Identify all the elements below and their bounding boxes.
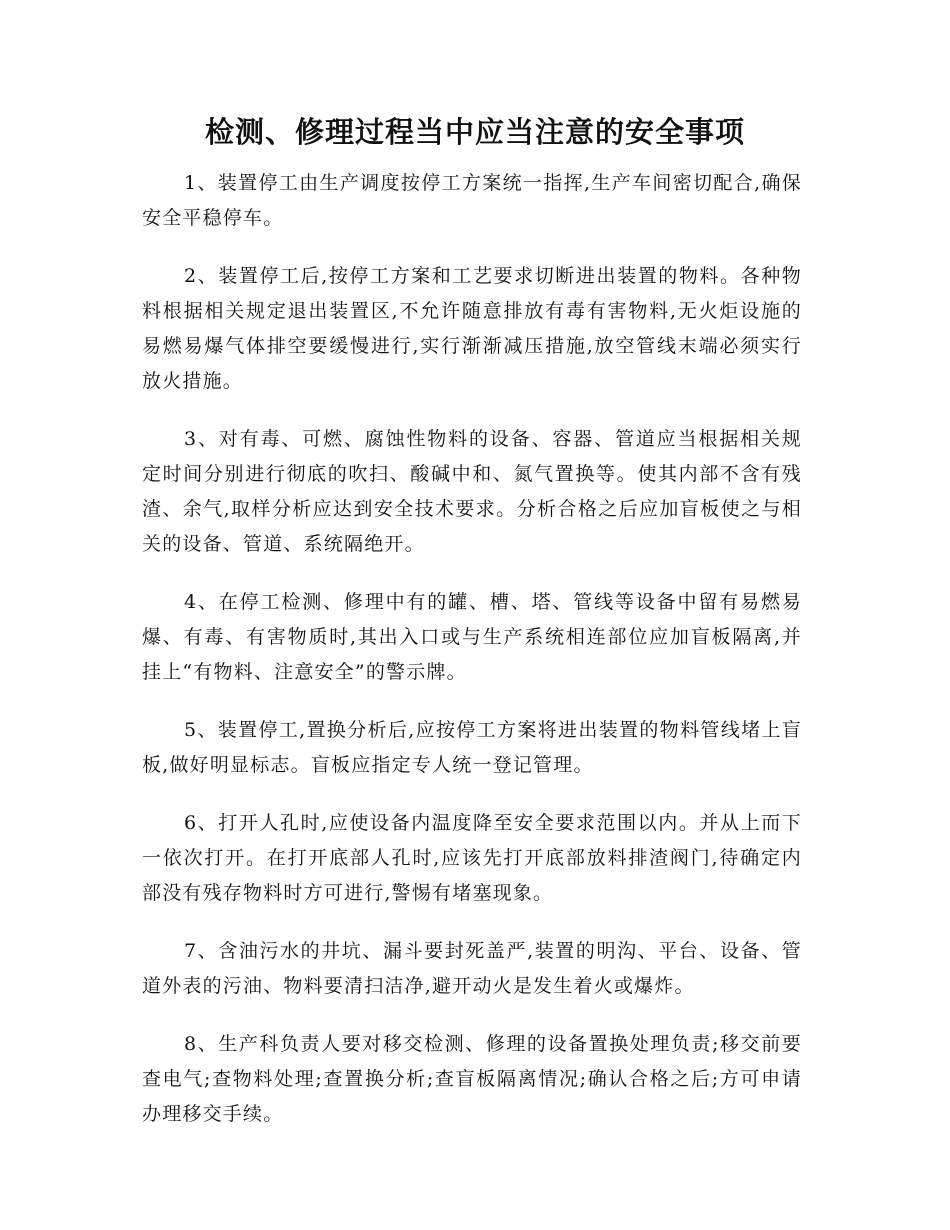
paragraph-3: 3、对有毒、可燃、腐蚀性物料的设备、容器、管道应当根据相关规定时间分别进行彻底的吹扫、酸碱中和、氮气置换等。使其内部不含有残渣、余气,取样分析应达到安全技术要求。分析合格之后应加盲板使之与相关的设备、管道、系统隔绝开。 (142, 428, 802, 555)
paragraph-5: 5、装置停工,置换分析后,应按停工方案将进出装置的物料管线堵上盲板,做好明显标志。盲板应指定专人统一登记管理。 (142, 719, 802, 776)
paragraph-7: 7、含油污水的井坑、漏斗要封死盖严,装置的明沟、平台、设备、管道外表的污油、物料要清扫洁净,避开动火是发生着火或爆炸。 (142, 940, 802, 997)
paragraph-6: 6、打开人孔时,应使设备内温度降至安全要求范围以内。并从上而下一依次打开。在打开底部人孔时,应该先打开底部放料排渣阀门,待确定内部没有残存物料时方可进行,警惕有堵塞现象。 (142, 812, 802, 904)
paragraph-8: 8、生产科负责人要对移交检测、修理的设备置换处理负责;移交前要查电气;查物料处理;查置换分析;查盲板隔离情况;确认合格之后;方可申请办理移交手续。 (142, 1033, 802, 1125)
paragraph-4: 4、在停工检测、修理中有的罐、槽、塔、管线等设备中留有易燃易爆、有毒、有害物质时,其出入口或与生产系统相连部位应加盲板隔离,并挂上“有物料、注意安全”的警示牌。 (142, 591, 802, 683)
document-title: 检测、修理过程当中应当注意的安全事项 (204, 115, 745, 149)
paragraph-1: 1、装置停工由生产调度按停工方案统一指挥,生产车间密切配合,确保安全平稳停车。 (142, 172, 802, 229)
paragraph-2: 2、装置停工后,按停工方案和工艺要求切断进出装置的物料。各种物料根据相关规定退出装置区,不允许随意排放有毒有害物料,无火炬设施的易燃易爆气体排空要缓慢进行,实行渐渐减压措施,放空管线末端必须实行放火措施。 (142, 265, 802, 392)
document-body (142, 166, 802, 1155)
